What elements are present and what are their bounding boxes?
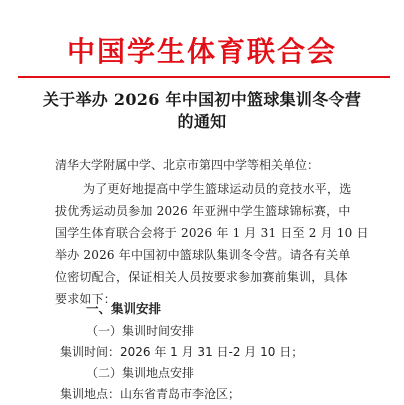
training-location-item: 集训地点：山东省青岛市李沧区； [60,387,241,401]
letterhead-divider [18,76,390,78]
body-line: 要求如下： [55,292,117,306]
section-heading-training: 一、集训安排 [86,301,162,316]
subheading-training-time: （一）集训时间安排 [86,324,195,338]
body-line: 位密切配合，保证相关人员按要求参加赛前集训，具体 [55,270,348,284]
title-line-1: 关于举办 2026 年中国初中篮球集训冬令营 [42,90,362,109]
training-time-item: 集训时间：2026 年 1 月 31 日-2 月 10 日； [60,345,304,359]
subheading-training-location: （二）集训地点安排 [86,366,195,380]
body-line: 国学生体育联合会将于 2026 年 1 月 31 日至 2 月 10 日 [55,226,369,240]
body-line: 拔优秀运动员参加 2026 年亚洲中学生篮球锦标赛，中 [55,204,351,218]
organization-letterhead: 中国学生体育联合会 [66,35,337,68]
title-line-2: 的通知 [177,112,227,131]
salutation: 清华大学附属中学、北京市第四中学等相关单位： [55,158,320,172]
body-paragraph [55,178,385,310]
document-title [0,89,404,133]
body-line: 举办 2026 年中国初中篮球队集训冬令营。请各有关单 [55,248,351,262]
body-line: 为了更好地提高中学生篮球运动员的竞技水平，选 [83,182,352,196]
